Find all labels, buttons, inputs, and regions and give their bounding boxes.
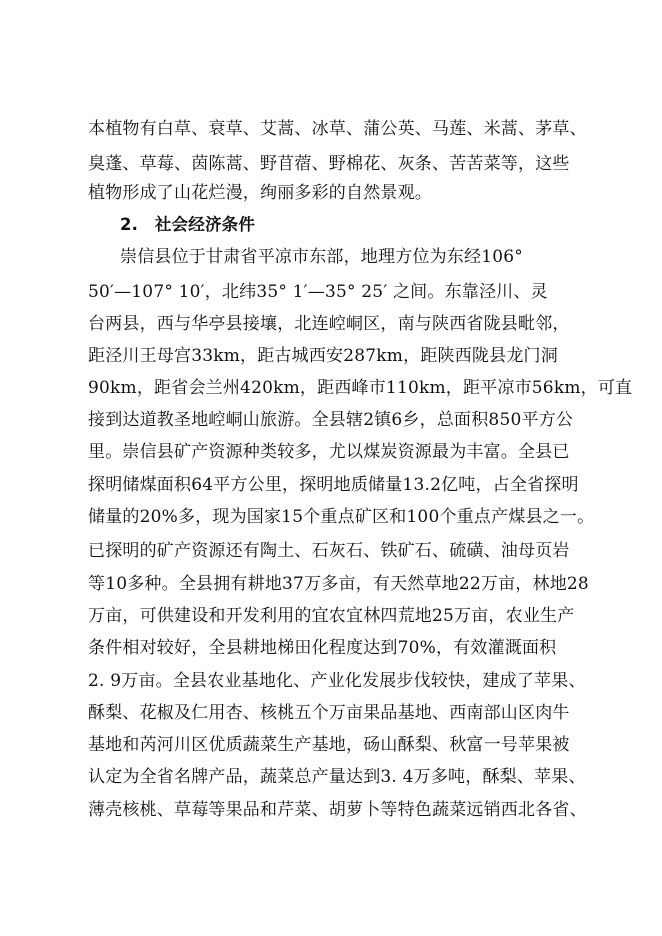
body-text-line: 条件相对较好，全县耕地梯田化程度达到70%，有效灌溉面积 <box>88 638 557 658</box>
body-text-line: 90km，距省会兰州420km，距西峰市110km，距平凉市56km，可直 <box>88 378 633 398</box>
body-text-line: 植物形成了山花烂漫，绚丽多彩的自然景观。 <box>88 183 432 203</box>
body-text-line: 崇信县位于甘肃省平凉市东部，地理方位为东经106° <box>120 247 523 267</box>
body-text-line: 基地和芮河川区优质蔬菜生产基地，砀山酥梨、秋富一号苹果被 <box>88 735 570 755</box>
body-text-line: 认定为全省名牌产品，蔬菜总产量达到3. 4万多吨，酥梨、苹果、 <box>88 767 586 787</box>
body-text-line: 距泾川王母宫33km，距古城西安287km，距陕西陇县龙门洞 <box>88 346 558 366</box>
body-text-line: 万亩，可供建设和开发利用的宜农宜林四荒地25万亩，农业生产 <box>88 606 575 626</box>
body-text-line: 接到达道教圣地崆峒山旅游。全县辖2镇6乡，总面积850平方公 <box>88 410 574 430</box>
body-text-line: 2. 9万亩。全县农业基地化、产业化发展步伐较快，建成了苹果、 <box>88 671 586 691</box>
body-text-line: 酥梨、花椒及仁用杏、核桃五个万亩果品基地、西南部山区肉牛 <box>88 703 570 723</box>
body-text-line: 里。崇信县矿产资源种类较多，尤以煤炭资源最为丰富。全县已 <box>88 442 570 462</box>
body-text-line: 50′—107° 10′，北纬35° 1′—35° 25′ 之间。东靠泾川、灵 <box>88 282 548 302</box>
body-text-line: 薄壳核桃、草莓等果品和芹菜、胡萝卜等特色蔬菜远销西北各省、 <box>88 800 587 820</box>
section-heading: 2. 社会经济条件 <box>120 215 256 234</box>
body-text-line: 等10多种。全县拥有耕地37万多亩，有天然草地22万亩，林地28 <box>88 574 589 594</box>
body-text-line: 本植物有白草、衰草、艾蒿、冰草、蒲公英、马莲、米蒿、茅草、 <box>88 119 587 139</box>
body-text-line: 储量的20%多，现为国家15个重点矿区和100个重点产煤县之一。 <box>88 507 595 527</box>
body-text-line: 探明储煤面积64平方公里，探明地质储量13.2亿吨，占全省探明 <box>88 475 579 495</box>
body-text-line: 台两县，西与华亭县接壤，北连崆峒区，南与陕西省陇县毗邻， <box>88 314 570 334</box>
body-text-line: 已探明的矿产资源还有陶土、石灰石、铁矿石、硫磺、油母页岩 <box>88 541 570 561</box>
body-text-line: 臭蓬、草莓、茵陈蒿、野苜蓿、野棉花、灰条、苦苦菜等，这些 <box>88 154 570 174</box>
